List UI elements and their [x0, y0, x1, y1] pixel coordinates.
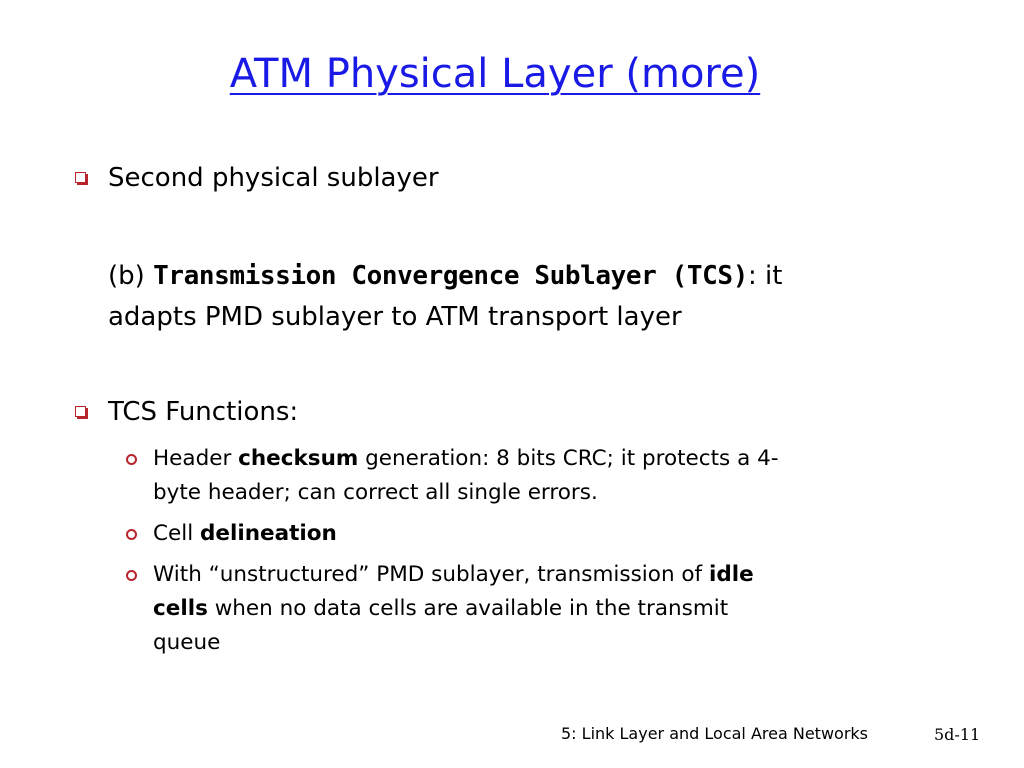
footer-page-number: 5d-11 [934, 725, 981, 744]
sub-item-idle-cells-line2 [153, 591, 728, 627]
sub-item-idle-cells-line3: queue [153, 630, 221, 655]
tcs-term: Transmission Convergence Sublayer (TCS) [153, 261, 748, 291]
sub-item-idle-pre: With “unstructured” PMD sublayer, transmission of [153, 562, 709, 587]
circle-bullet-icon [126, 454, 137, 465]
sub-item-idle-cells-line1 [153, 557, 754, 593]
sub-item-checksum-bold: checksum [238, 446, 359, 471]
footer-chapter: 5: Link Layer and Local Area Networks [561, 724, 868, 743]
sub-item-cells-rest: when no data cells are available in the transmit [207, 596, 729, 621]
circle-bullet-icon [126, 570, 137, 581]
tcs-prefix: (b) [108, 261, 154, 291]
sub-item-checksum-line1 [153, 441, 779, 477]
bullet-second-physical-sublayer: Second physical sublayer [108, 163, 439, 193]
slide-title: ATM Physical Layer (more) [229, 51, 761, 97]
sub-item-delineation-pre: Cell [153, 521, 201, 546]
sub-item-cells-bold: cells [153, 596, 208, 621]
tcs-line1-rest: : it [747, 261, 783, 291]
sub-item-checksum-pre: Header [153, 446, 239, 471]
tcs-definition-line2: adapts PMD sublayer to ATM transport layer [108, 302, 682, 332]
tcs-definition-line1 [108, 256, 782, 296]
bullet-tcs-functions: TCS Functions: [108, 397, 299, 427]
sub-item-idle-bold: idle [708, 562, 754, 587]
sub-item-delineation [153, 516, 337, 552]
square-bullet-icon [75, 406, 86, 417]
sub-item-checksum-line2: byte header; can correct all single errors. [153, 480, 598, 505]
circle-bullet-icon [126, 529, 137, 540]
sub-item-checksum-post: generation: 8 bits CRC; it protects a 4- [358, 446, 779, 471]
square-bullet-icon [75, 172, 86, 183]
sub-item-delineation-bold: delineation [200, 521, 337, 546]
